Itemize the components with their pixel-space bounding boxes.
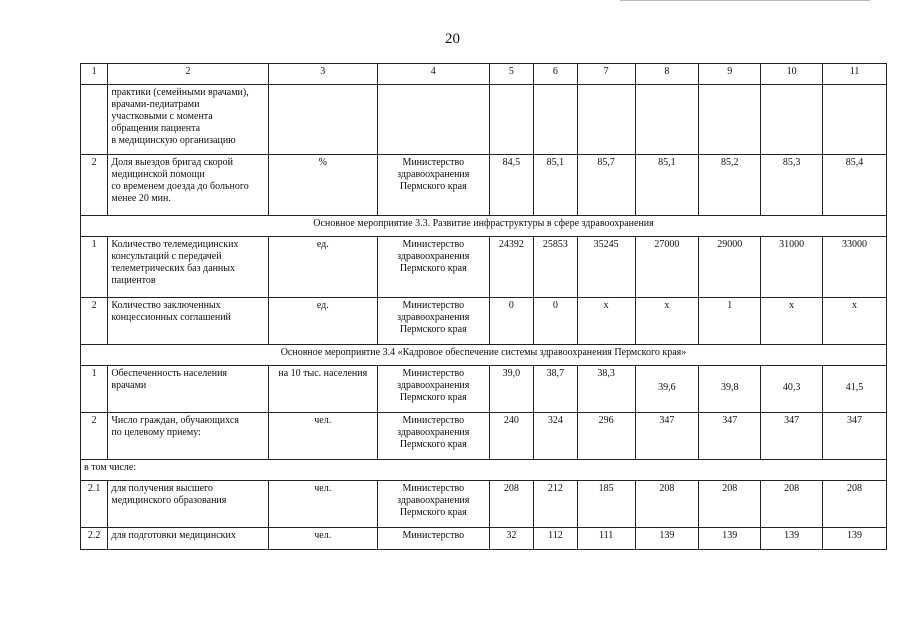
name-line: в медицинскую организацию (111, 135, 236, 146)
name-line: для подготовки медицинских (111, 530, 236, 541)
ministry-cell (378, 298, 490, 345)
row-number: 2.1 (81, 481, 108, 528)
name-line: консультаций с передачей (111, 251, 222, 262)
column-number: 8 (635, 64, 699, 85)
value-cell: x (635, 298, 699, 345)
indicator-name-cell (108, 481, 268, 528)
value-cell: 35245 (577, 237, 635, 298)
table-row-continuation (81, 85, 887, 155)
ministry-line: здравоохранения (397, 312, 470, 323)
column-number: 6 (534, 64, 578, 85)
name-line: Число граждан, обучающихся (111, 415, 239, 426)
table-row-training (81, 528, 887, 550)
value-cell: 85,1 (534, 155, 578, 216)
indicator-name-cell (108, 85, 268, 155)
value-cell: 41,5 (823, 366, 887, 413)
unit: чел. (268, 481, 377, 528)
column-number: 10 (761, 64, 823, 85)
value-cell: 212 (534, 481, 578, 528)
column-number: 9 (699, 64, 761, 85)
value-cell (489, 85, 534, 155)
value-cell: 39,6 (635, 366, 699, 413)
ministry-line: Пермского края (399, 181, 467, 192)
section-row-3-4 (81, 345, 887, 366)
table-row-target-admission (81, 413, 887, 460)
row-number: 2 (81, 298, 108, 345)
ministry-cell (378, 481, 490, 528)
name-line: врачами (111, 380, 147, 391)
ministry-line: здравоохранения (397, 495, 470, 506)
column-number: 2 (108, 64, 268, 85)
value-cell: 1 (699, 298, 761, 345)
ministry-line: здравоохранения (397, 380, 470, 391)
name-line: менее 20 мин. (111, 193, 171, 204)
value-cell: 0 (534, 298, 578, 345)
value-cell: 38,7 (534, 366, 578, 413)
ministry-line: Министерство (402, 530, 465, 541)
value-cell: 33000 (823, 237, 887, 298)
value-cell: 38,3 (577, 366, 635, 413)
indicator-name-cell (108, 298, 268, 345)
ministry-line: Министерство (402, 300, 465, 311)
row-number: 2 (81, 155, 108, 216)
value-cell: 39,0 (489, 366, 534, 413)
unit: на 10 тыс. населения (268, 366, 377, 413)
ministry-line: Пермского края (399, 324, 467, 335)
unit: чел. (268, 413, 377, 460)
section-title: Основное мероприятие 3.3. Развитие инфраструктуры в сфере здравоохранения (81, 216, 887, 237)
section-title: Основное мероприятие 3.4 «Кадровое обеспечение системы здравоохранения Пермского края» (81, 345, 887, 366)
value-cell: x (577, 298, 635, 345)
name-line: медицинского образования (111, 495, 227, 506)
unit: ед. (268, 298, 377, 345)
value-cell: 0 (489, 298, 534, 345)
value-cell: 185 (577, 481, 635, 528)
column-number: 3 (268, 64, 377, 85)
ministry-line: здравоохранения (397, 251, 470, 262)
value-cell: 24392 (489, 237, 534, 298)
value-cell: 32 (489, 528, 534, 550)
value-cell: 208 (761, 481, 823, 528)
value-cell: 139 (761, 528, 823, 550)
value-cell: 25853 (534, 237, 578, 298)
value-cell: 139 (823, 528, 887, 550)
ministry-line: Министерство (402, 157, 465, 168)
value-cell: 208 (823, 481, 887, 528)
column-number: 1 (81, 64, 108, 85)
unit: чел. (268, 528, 377, 550)
name-line: пациентов (111, 275, 156, 286)
scan-edge-line (620, 0, 870, 1)
name-line: Доля выездов бригад скорой (111, 157, 233, 168)
indicator-name-cell (108, 237, 268, 298)
column-number: 7 (577, 64, 635, 85)
value-cell: 85,4 (823, 155, 887, 216)
value-cell: 112 (534, 528, 578, 550)
value-cell: 324 (534, 413, 578, 460)
ministry-cell (378, 155, 490, 216)
value-cell: 27000 (635, 237, 699, 298)
ministry-line: Пермского края (399, 392, 467, 403)
value-cell: 208 (699, 481, 761, 528)
name-line: практики (семейными врачами), (111, 87, 249, 98)
row-number: 2.2 (81, 528, 108, 550)
name-line: со временем доезда до больного (111, 181, 249, 192)
indicator-name-cell (108, 155, 268, 216)
value-cell: 296 (577, 413, 635, 460)
indicator-name-cell (108, 413, 268, 460)
row-number: 1 (81, 237, 108, 298)
row-number-cell (81, 85, 108, 155)
ministry-line: Министерство (402, 368, 465, 379)
value-cell: 85,1 (635, 155, 699, 216)
value-cell: x (823, 298, 887, 345)
ministry-cell (378, 413, 490, 460)
row-number: 1 (81, 366, 108, 413)
unit: ед. (268, 237, 377, 298)
value-cell: x (761, 298, 823, 345)
name-line: Количество телемедицинских (111, 239, 239, 250)
indicators-table (80, 63, 887, 550)
name-line: Количество заключенных (111, 300, 221, 311)
column-number: 4 (378, 64, 490, 85)
ministry-cell (378, 237, 490, 298)
ministry-cell (378, 366, 490, 413)
name-line: телеметрических баз данных (111, 263, 235, 274)
unit: % (268, 155, 377, 216)
value-cell: 347 (761, 413, 823, 460)
ministry-line: Министерство (402, 239, 465, 250)
name-line: медицинской помощи (111, 169, 205, 180)
value-cell (823, 85, 887, 155)
page-number: 20 (445, 31, 460, 47)
ministry-line: здравоохранения (397, 169, 470, 180)
column-number: 11 (823, 64, 887, 85)
value-cell (699, 85, 761, 155)
table-row-telemedicine (81, 237, 887, 298)
value-cell: 347 (635, 413, 699, 460)
value-cell: 85,7 (577, 155, 635, 216)
value-cell (534, 85, 578, 155)
value-cell: 139 (699, 528, 761, 550)
value-cell: 84,5 (489, 155, 534, 216)
including-label: в том числе: (81, 460, 887, 481)
table-row-higher-education (81, 481, 887, 528)
name-line: концессионных соглашений (111, 312, 231, 323)
value-cell: 31000 (761, 237, 823, 298)
ministry-line: Пермского края (399, 439, 467, 450)
ministry-cell (378, 85, 490, 155)
row-number: 2 (81, 413, 108, 460)
name-line: по целевому приему: (111, 427, 201, 438)
table-row-ambulance (81, 155, 887, 216)
value-cell: 40,3 (761, 366, 823, 413)
name-line: участковыми с момента (111, 111, 213, 122)
name-line: обращения пациента (111, 123, 201, 134)
table-row-doctors (81, 366, 887, 413)
including-row (81, 460, 887, 481)
name-line: для получения высшего (111, 483, 213, 494)
value-cell: 85,2 (699, 155, 761, 216)
value-cell: 139 (635, 528, 699, 550)
value-cell: 208 (489, 481, 534, 528)
column-number: 5 (489, 64, 534, 85)
name-line: врачами-педиатрами (111, 99, 200, 110)
value-cell: 85,3 (761, 155, 823, 216)
value-cell: 208 (635, 481, 699, 528)
ministry-line: Пермского края (399, 507, 467, 518)
value-cell: 240 (489, 413, 534, 460)
value-cell (761, 85, 823, 155)
indicator-name-cell (108, 528, 268, 550)
value-cell: 111 (577, 528, 635, 550)
ministry-line: Министерство (402, 483, 465, 494)
unit-cell (268, 85, 377, 155)
ministry-line: здравоохранения (397, 427, 470, 438)
column-number-header (81, 64, 887, 85)
value-cell: 29000 (699, 237, 761, 298)
indicator-name-cell (108, 366, 268, 413)
value-cell: 347 (699, 413, 761, 460)
ministry-line: Министерство (402, 415, 465, 426)
value-cell: 347 (823, 413, 887, 460)
table-row-concessions (81, 298, 887, 345)
name-line: Обеспеченность населения (111, 368, 228, 379)
value-cell (635, 85, 699, 155)
value-cell (577, 85, 635, 155)
section-row-3-3 (81, 216, 887, 237)
value-cell: 39,8 (699, 366, 761, 413)
ministry-line: Пермского края (399, 263, 467, 274)
ministry-cell (378, 528, 490, 550)
